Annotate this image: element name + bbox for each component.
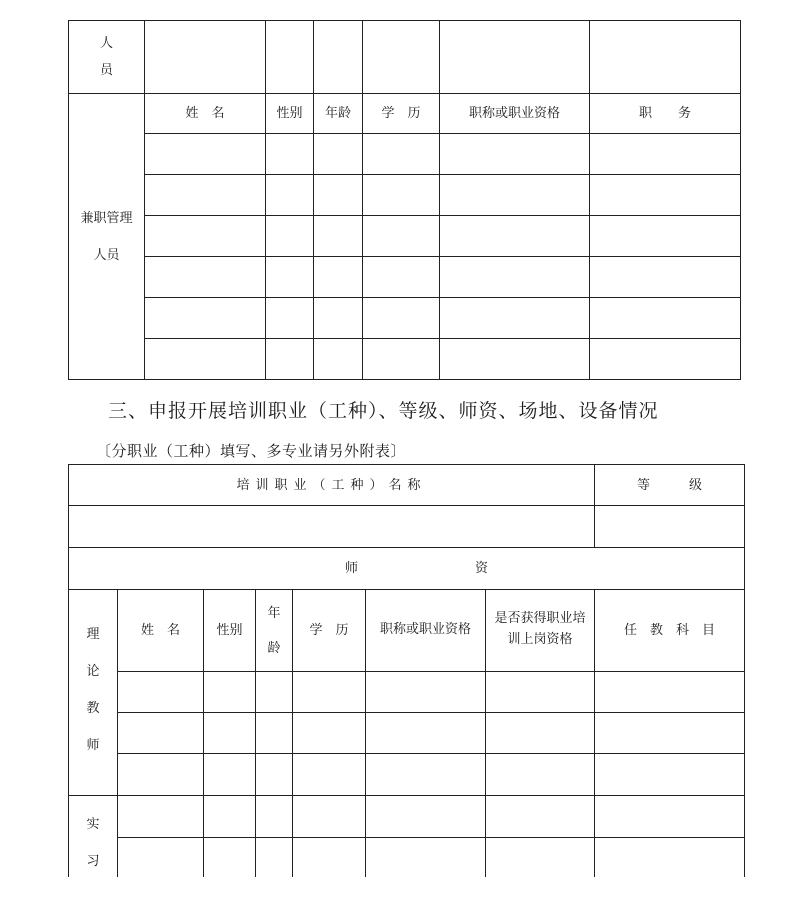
header-name: 姓 名	[145, 94, 266, 134]
header-subject: 任 教 科 目	[595, 590, 745, 672]
input-cell[interactable]	[256, 838, 293, 878]
input-cell[interactable]	[366, 838, 486, 878]
occupation-name-header: 培训职业（工种）名称	[69, 465, 595, 506]
input-cell[interactable]	[293, 713, 366, 754]
input-cell[interactable]	[595, 713, 745, 754]
practice-label-char: 习	[86, 854, 100, 869]
input-cell[interactable]	[293, 796, 366, 838]
header-age-char: 年	[267, 605, 281, 621]
practice-label-char: 实	[86, 817, 100, 832]
section3-note: 〔分职业（工种）填写、多专业请另外附表〕	[96, 442, 407, 460]
input-cell[interactable]	[256, 796, 293, 838]
input-cell[interactable]	[204, 754, 256, 796]
theory-label-char: 理	[86, 627, 100, 642]
input-cell[interactable]	[204, 672, 256, 713]
header-name: 姓 名	[118, 590, 204, 672]
input-cell[interactable]	[366, 713, 486, 754]
header-education: 学 历	[363, 94, 440, 134]
theory-label-char: 教	[86, 701, 100, 716]
section3-heading: 三、申报开展培训职业（工种）、等级、师资、场地、设备情况	[108, 400, 659, 422]
header-qualification-line: 是否获得职业培	[494, 611, 586, 626]
input-cell[interactable]	[486, 796, 595, 838]
header-title: 职称或职业资格	[366, 590, 486, 672]
header-qualification-line: 训上岗资格	[507, 632, 573, 647]
part-time-label-line-1: 兼职管理	[80, 210, 133, 226]
header-gender: 性别	[204, 590, 256, 672]
header-age: 年龄	[314, 94, 363, 134]
input-cell[interactable]	[256, 713, 293, 754]
input-cell[interactable]	[293, 838, 366, 878]
input-cell[interactable]	[486, 713, 595, 754]
theory-label-char: 师	[86, 738, 100, 753]
header-age	[256, 590, 293, 672]
input-cell[interactable]	[118, 672, 204, 713]
input-cell[interactable]	[204, 838, 256, 878]
input-cell[interactable]	[204, 713, 256, 754]
input-cell[interactable]	[204, 796, 256, 838]
theory-teacher-label	[69, 590, 118, 796]
faculty-header: 师 资	[69, 548, 745, 590]
theory-label-char: 论	[86, 664, 100, 679]
level-header: 等 级	[595, 465, 745, 506]
input-cell[interactable]	[256, 754, 293, 796]
level-input[interactable]	[595, 506, 745, 548]
input-cell[interactable]	[595, 672, 745, 713]
part-time-label-line-2: 人员	[93, 247, 120, 263]
staff-label-line-1: 人	[99, 36, 113, 51]
input-cell[interactable]	[293, 672, 366, 713]
staff-label-line-2: 员	[99, 63, 113, 78]
input-cell[interactable]	[366, 754, 486, 796]
header-education: 学 历	[293, 590, 366, 672]
practice-teacher-label	[69, 796, 118, 878]
input-cell[interactable]	[118, 796, 204, 838]
input-cell[interactable]	[293, 754, 366, 796]
header-title: 职称或职业资格	[440, 94, 590, 134]
training-occupation-table	[68, 464, 745, 877]
input-cell[interactable]	[595, 796, 745, 838]
occupation-name-input[interactable]	[69, 506, 595, 548]
input-cell[interactable]	[256, 672, 293, 713]
header-qualification	[486, 590, 595, 672]
input-cell[interactable]	[595, 838, 745, 878]
input-cell[interactable]	[118, 838, 204, 878]
input-cell[interactable]	[118, 754, 204, 796]
input-cell[interactable]	[366, 796, 486, 838]
input-cell[interactable]	[486, 838, 595, 878]
header-age-char: 龄	[267, 640, 281, 656]
input-cell[interactable]	[118, 713, 204, 754]
header-position: 职 务	[590, 94, 741, 134]
input-cell[interactable]	[486, 754, 595, 796]
input-cell[interactable]	[486, 672, 595, 713]
header-gender: 性别	[266, 94, 314, 134]
input-cell[interactable]	[595, 754, 745, 796]
input-cell[interactable]	[366, 672, 486, 713]
